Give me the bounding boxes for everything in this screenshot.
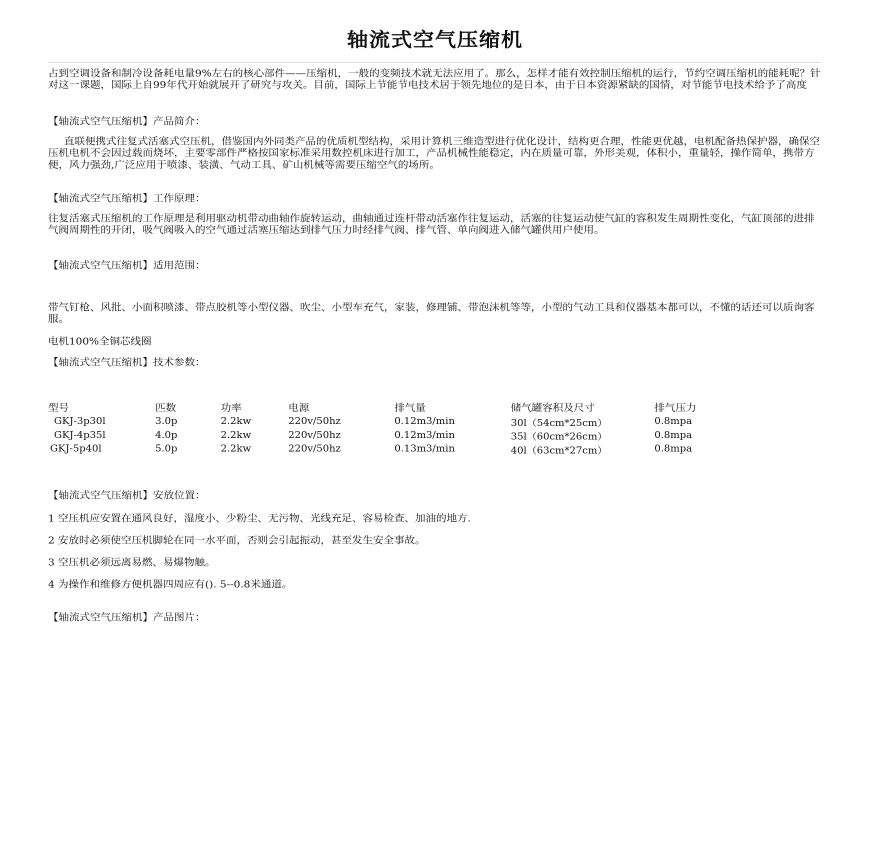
install-item-4: 4 为操作和维修方便机器四周应有(). 5--0.8米通道。 (48, 579, 293, 591)
table-cell: 30l（54cm*25cm） (510, 418, 608, 429)
table-cell: 0.12m3/min (394, 430, 455, 441)
section-body-principle: 往复活塞式压缩机的工作原理是利用驱动机带动曲轴作旋转运动，曲轴通过连杆带动活塞作往复运动，活塞的往复运动使气缸的容积发生周期性变化，气缸顶部的进排气阀周期性的开闭，吸气阀吸入的空气通过活塞压缩达到排气压力时经排气阀、排气管、单向阀进入储气罐供用户使用。 (48, 213, 815, 236)
spec-header-model: 型号 (48, 402, 69, 414)
section-body-scope: 带气钉枪、风批、小面积喷漆、带点胶机等小型仪器、吹尘、小型车充气，家装，修理铺、带泡沫机等等，小型的气动工具和仪器基本都可以，不懂的话还可以质询客服。 (48, 302, 815, 325)
table-cell: GKJ-5p40l (50, 444, 102, 455)
section-heading-photos: 【轴流式空气压缩机】产品图片： (48, 612, 206, 624)
table-cell: 40l（63cm*27cm） (510, 446, 608, 457)
table-cell: 0.8mpa (654, 444, 693, 455)
table-cell: 220v/50hz (288, 416, 341, 427)
table-row (48, 415, 748, 429)
spec-header-tank: 储气罐容积及尺寸 (510, 402, 595, 414)
spec-header-power: 功率 (220, 402, 242, 414)
table-cell: 0.8mpa (654, 430, 693, 441)
install-item-2: 2 安放时必须使空压机脚轮在同一水平面，否则会引起振动，甚至发生安全事故。 (48, 535, 426, 547)
page-title: 轴流式空气压缩机 (347, 28, 523, 51)
table-cell: 0.8mpa (654, 416, 693, 427)
spec-header-pressure: 排气压力 (654, 402, 697, 414)
spec-table (48, 401, 748, 456)
section-heading-install: 【轴流式空气压缩机】安放位置： (48, 490, 206, 502)
table-cell: 35l（60cm*26cm） (510, 432, 608, 443)
section-heading-intro: 【轴流式空气压缩机】产品简介： (48, 116, 206, 128)
table-cell: 2.2kw (220, 416, 252, 427)
spec-header-supply: 电源 (288, 402, 310, 414)
table-row (48, 442, 748, 456)
table-cell: GKJ-4p35l (54, 430, 106, 441)
table-cell: 0.12m3/min (394, 416, 455, 427)
table-cell: 5.0p (155, 444, 178, 455)
spec-header-hp: 匹数 (155, 402, 177, 414)
table-cell: GKJ-3p30l (54, 416, 106, 427)
spec-header-displacement: 排气量 (394, 402, 426, 414)
table-cell: 4.0p (155, 430, 178, 441)
table-cell: 2.2kw (220, 430, 252, 441)
table-cell: 2.2kw (220, 444, 252, 455)
table-cell: 220v/50hz (288, 444, 341, 455)
intro-paragraph: 占到空调设备和制冷设备耗电量9%左右的核心部件——压缩机，一般的变频技术就无法应用了。那么，怎样才能有效控制压缩机的运行，节约空调压缩机的能耗呢？针对这一课题，国际上自99年代开始就展开了研究与攻关。目前，国际上节能节电技术居于领先地位的是日本，由于日本资源紧缺的国情，对节能节电技术给予了高度 (48, 68, 821, 91)
table-cell: 0.13m3/min (394, 444, 455, 455)
table-cell: 3.0p (155, 416, 178, 427)
section-heading-scope: 【轴流式空气压缩机】适用范围： (48, 260, 206, 272)
section-body-intro: 直联便携式往复式活塞式空压机，借鉴国内外同类产品的优质机型结构，采用计算机三维造型进行优化设计，结构更合理，性能更优越，电机配备热保护器，确保空压机电机不会因过载而烧坏，主要零部件严格按国家标准采用数控机床进行加工，产品机械性能稳定，内在质量可靠，外形美观，体积小，重量轻，操作简单，携带方便，风力强劲,广泛应用于喷漆、装潢、气动工具、矿山机械等需要压缩空气的场所。 (48, 136, 820, 171)
table-row (48, 429, 748, 443)
title-divider (48, 62, 821, 63)
section-heading-principle: 【轴流式空气压缩机】工作原理： (48, 193, 206, 205)
table-cell: 220v/50hz (288, 430, 341, 441)
motor-note: 电机100%全铜芯线圈 (48, 336, 152, 348)
install-item-1: 1 空压机应安置在通风良好，湿度小、少粉尘、无污物、光线充足、容易检查、加油的地方. (48, 513, 471, 525)
section-heading-spec: 【轴流式空气压缩机】技术参数： (48, 357, 206, 369)
install-item-3: 3 空压机必须远离易燃、易爆物触。 (48, 557, 216, 569)
spec-table-header (48, 401, 748, 415)
